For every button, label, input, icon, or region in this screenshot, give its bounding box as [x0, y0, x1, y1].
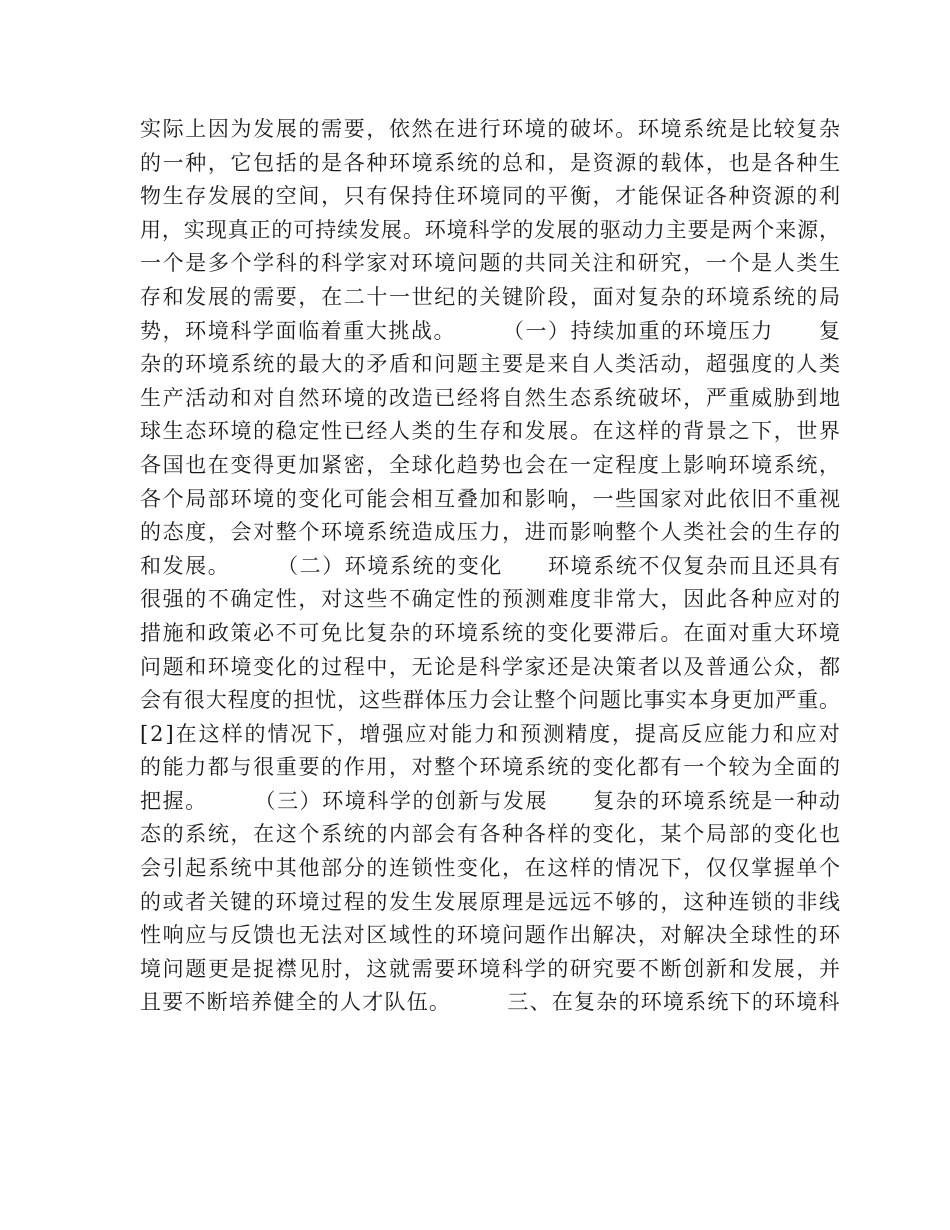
text-line: 存和发展的需要，在二十一世纪的关键阶段，面对复杂的环境系统的局 [140, 284, 842, 309]
text-line: 势，环境科学面临着重大挑战。 （一）持续加重的环境压力 复 [140, 318, 842, 343]
text-line: 态的系统，在这个系统的内部会有各种各样的变化，某个局部的变化也 [140, 822, 842, 847]
text-line: 性响应与反馈也无法对区域性的环境问题作出解决，对解决全球性的环 [140, 923, 842, 948]
text-line: 各国也在变得更加紧密，全球化趋势也会在一定程度上影响环境系统， [140, 452, 842, 477]
text-line: 球生态环境的稳定性已经人类的生存和发展。在这样的背景之下，世界 [140, 419, 842, 444]
text-line: 的一种，它包括的是各种环境系统的总和，是资源的载体，也是各种生 [140, 150, 842, 175]
text-line: 问题和环境变化的过程中，无论是科学家还是决策者以及普通公众，都 [140, 654, 842, 679]
text-line: 境问题更是捉襟见肘，这就需要环境科学的研究要不断创新和发展，并 [140, 956, 842, 981]
text-line: 把握。 （三）环境科学的创新与发展 复杂的环境系统是一种动 [140, 788, 842, 813]
text-line: 的或者关键的环境过程的发生发展原理是远远不够的，这种连锁的非线 [140, 889, 842, 914]
text-line: 实际上因为发展的需要，依然在进行环境的破坏。环境系统是比较复杂 [140, 117, 842, 141]
text-line: 会有很大程度的担忧，这些群体压力会让整个问题比事实本身更加严重。 [140, 688, 841, 713]
text-line: 生产活动和对自然环境的改造已经将自然生态系统破坏，严重威胁到地 [140, 385, 842, 410]
text-line: [2]在这样的情况下，增强应对能力和预测精度，提高反应能力和应对 [140, 721, 842, 746]
body-text [140, 113, 840, 1020]
text-line: 各个局部环境的变化可能会相互叠加和影响，一些国家对此依旧不重视 [140, 486, 842, 511]
text-line: 的态度，会对整个环境系统造成压力，进而影响整个人类社会的生存的 [140, 520, 842, 545]
text-line: 很强的不确定性，对这些不确定性的预测难度非常大，因此各种应对的 [140, 587, 842, 612]
text-line: 杂的环境系统的最大的矛盾和问题主要是来自人类活动，超强度的人类 [140, 352, 842, 377]
text-line: 和发展。 （二）环境系统的变化 环境系统不仅复杂而且还具有 [140, 553, 842, 578]
text-line: 且要不断培养健全的人才队伍。 三、在复杂的环境系统下的环境科 [140, 990, 841, 1015]
text-line: 会引起系统中其他部分的连锁性变化，在这样的情况下，仅仅掌握单个 [140, 856, 842, 881]
text-line: 措施和政策必不可免比复杂的环境系统的变化要滞后。在面对重大环境 [140, 620, 842, 645]
text-line: 的能力都与很重要的作用，对整个环境系统的变化都有一个较为全面的 [140, 755, 842, 780]
text-line: 一个是多个学科的科学家对环境问题的共同关注和研究，一个是人类生 [140, 251, 842, 276]
text-line: 用，实现真正的可持续发展。环境科学的发展的驱动力主要是两个来源， [140, 217, 841, 242]
text-line: 物生存发展的空间，只有保持住环境同的平衡，才能保证各种资源的利 [140, 184, 842, 209]
